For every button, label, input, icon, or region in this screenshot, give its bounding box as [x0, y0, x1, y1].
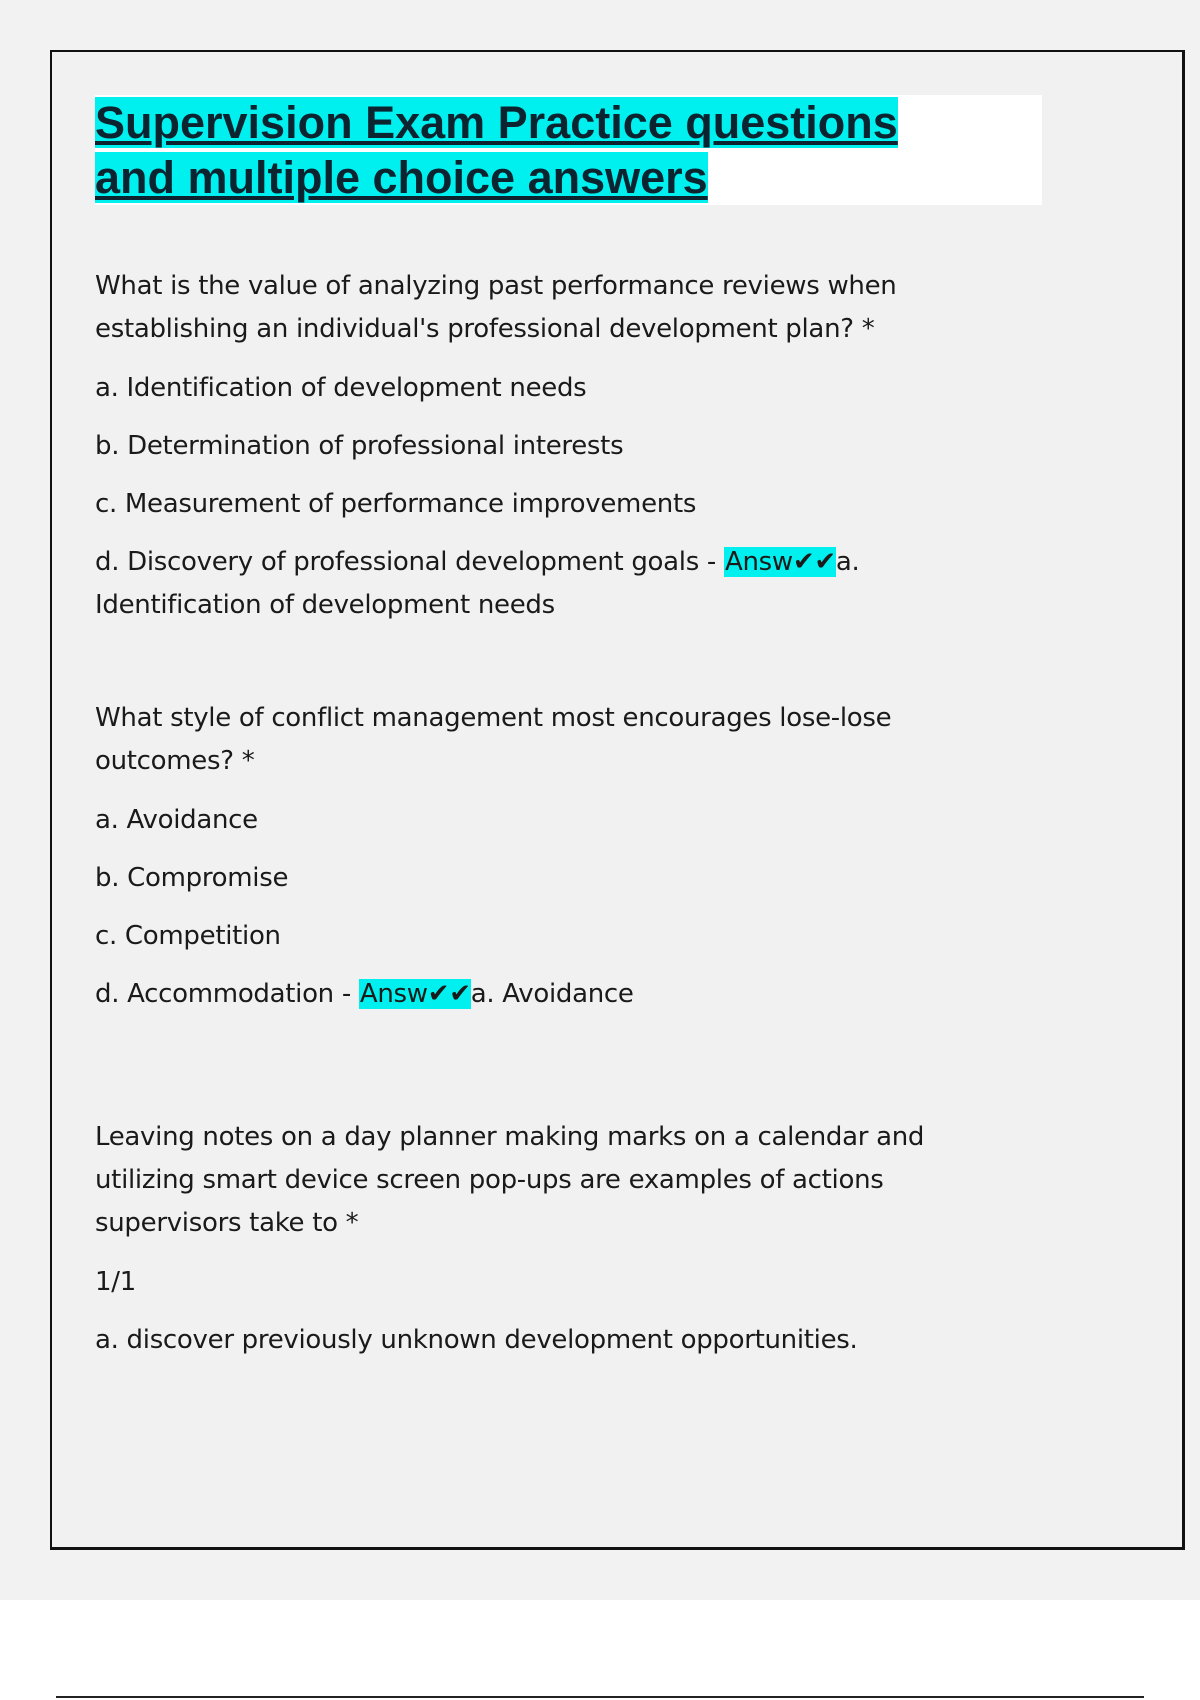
question-text — [95, 1116, 1045, 1245]
option-d: d. Accommodation - — [95, 979, 359, 1009]
document-title — [95, 95, 1042, 205]
option-d: d. Discovery of professional development goals - — [95, 547, 724, 577]
spacer — [95, 1031, 1045, 1126]
question-3 — [95, 1116, 1045, 1362]
title-line-1: Supervision Exam Practice questions — [95, 97, 898, 148]
option-c: c. Competition — [95, 921, 281, 951]
question-1 — [95, 265, 1045, 627]
option-d-with-answer — [95, 541, 1045, 627]
title-block — [95, 95, 1042, 205]
title-line-2: and multiple choice answers — [95, 152, 708, 203]
option-b: b. Determination of professional interests — [95, 431, 624, 461]
question-text-line-1: What style of conflict management most encourages lose-lose — [95, 703, 892, 733]
option-a: a. Avoidance — [95, 805, 258, 835]
answer-text-line-2: Identification of development needs — [95, 590, 555, 620]
question-text — [95, 265, 1045, 351]
score: 1/1 — [95, 1267, 136, 1297]
question-text-line-1: What is the value of analyzing past performance reviews when — [95, 271, 897, 301]
question-text-line-3: supervisors take to * — [95, 1208, 359, 1238]
question-text-line-2: outcomes? * — [95, 746, 255, 776]
question-2 — [95, 697, 1045, 1016]
question-text-line-1: Leaving notes on a day planner making marks on a calendar and — [95, 1122, 925, 1152]
option-d-with-answer — [95, 973, 1045, 1016]
option-a: a. Identification of development needs — [95, 373, 587, 403]
bottom-rule — [56, 1696, 1144, 1698]
answer-text-line-1: a. — [835, 547, 860, 577]
answer-text: a. Avoidance — [470, 979, 634, 1009]
question-text — [95, 697, 1045, 783]
option-a: a. discover previously unknown development opportunities. — [95, 1325, 858, 1355]
option-c: c. Measurement of performance improvements — [95, 489, 697, 519]
option-b: b. Compromise — [95, 863, 289, 893]
question-text-line-2: utilizing smart device screen pop-ups are examples of actions — [95, 1165, 884, 1195]
question-text-line-2: establishing an individual's professional development plan? * — [95, 314, 875, 344]
document-content — [95, 95, 1045, 1377]
page-gap — [0, 1600, 1200, 1700]
answer-tag: Answ✔✔ — [359, 979, 471, 1009]
answer-tag: Answ✔✔ — [724, 547, 836, 577]
